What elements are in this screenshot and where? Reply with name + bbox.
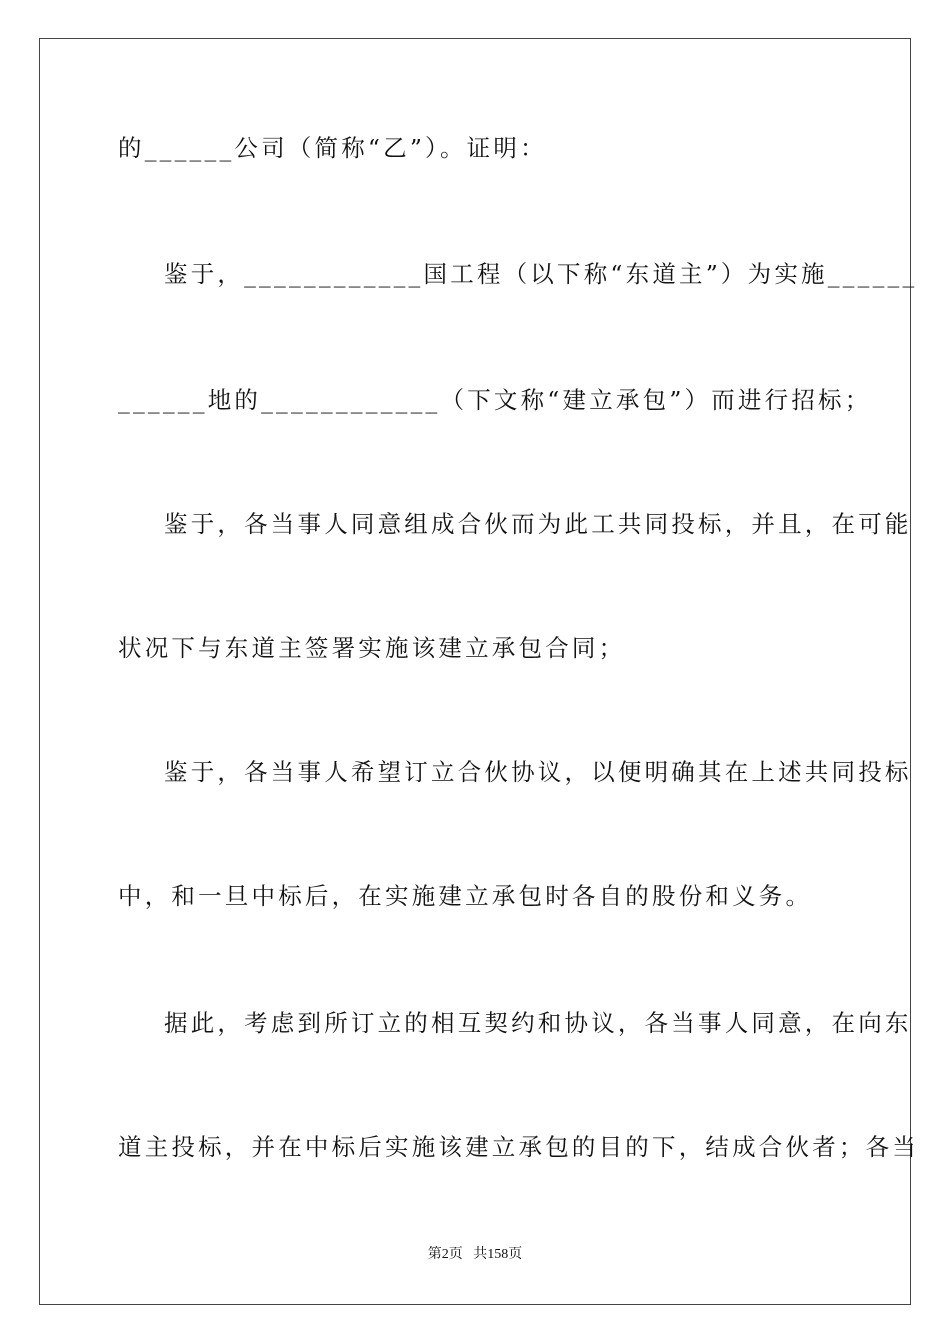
page-border (39, 38, 919, 1305)
text-line-5: 状况下与东道主签署实施该建立承包合同； (118, 634, 626, 662)
page-number: 第2页 (427, 1247, 463, 1262)
text-line-1: 的______公司（简称“乙”）。证明： (118, 134, 547, 162)
text-line-4: 鉴于，各当事人同意组成合伙而为此工共同投标，并且，在可能 (164, 510, 912, 538)
text-line-9: 道主投标，并在中标后实施该建立承包的目的下，结成合伙者；各当 (118, 1133, 919, 1161)
text-line-7: 中，和一旦中标后，在实施建立承包时各自的股份和义务。 (118, 882, 813, 910)
page-footer (0, 1246, 950, 1264)
page-total: 共158页 (473, 1247, 523, 1262)
text-line-6: 鉴于，各当事人希望订立合伙协议，以便明确其在上述共同投标 (164, 758, 912, 786)
text-line-8: 据此，考虑到所订立的相互契约和协议，各当事人同意，在向东 (164, 1009, 912, 1037)
text-line-3: ______地的____________（下文称“建立承包”）而进行招标； (118, 386, 872, 414)
text-line-2: 鉴于，____________国工程（以下称“东道主”）为实施______ (164, 260, 918, 288)
